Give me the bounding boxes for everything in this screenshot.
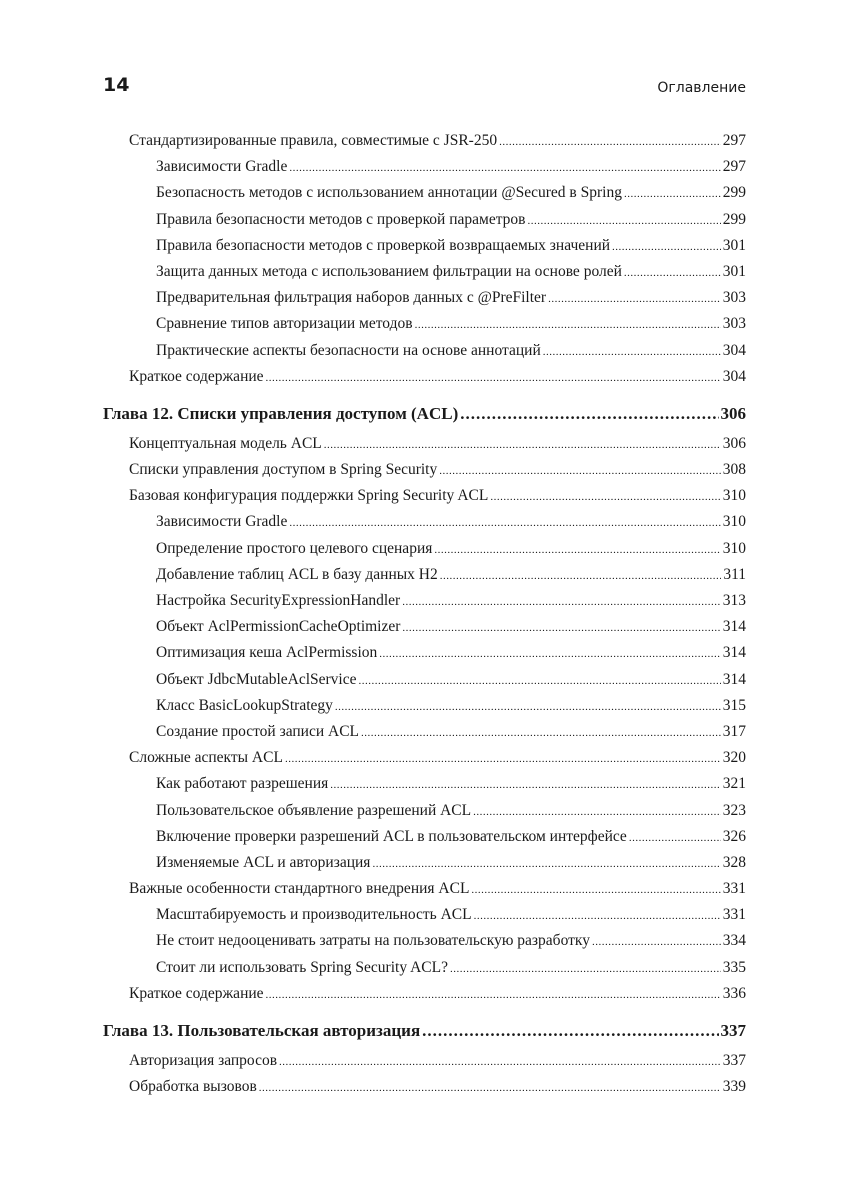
toc-entry [103, 1074, 746, 1100]
toc-entry-title: Не стоит недооценивать затраты на пользовательскую разработку [156, 932, 590, 950]
toc-entry [103, 364, 746, 390]
toc-entry [103, 536, 746, 562]
dot-leader [612, 233, 721, 260]
toc-entry-page-number: 321 [722, 775, 746, 793]
dot-leader [359, 667, 721, 694]
dot-leader [422, 1018, 718, 1044]
toc-entry-title: Масштабируемость и производительность ACL [156, 906, 472, 924]
dot-leader [324, 431, 721, 458]
toc-entry-page-number: 304 [722, 341, 746, 359]
table-of-contents [103, 128, 746, 1100]
toc-entry-title: Объект AclPermissionCacheOptimizer [156, 618, 401, 636]
toc-entry [103, 902, 746, 928]
toc-chapter-entry [103, 1018, 746, 1044]
toc-entry-title: Пользовательское объявление разрешений ACL [156, 801, 472, 819]
toc-entry-title: Базовая конфигурация поддержки Spring Security ACL [129, 487, 489, 505]
dot-leader [434, 536, 720, 563]
toc-entry-page-number: 314 [722, 644, 746, 662]
dot-leader [460, 401, 718, 427]
dot-leader [379, 640, 721, 667]
toc-entry-title: Краткое содержание [129, 984, 264, 1002]
dot-leader [548, 285, 721, 312]
toc-entry-title: Сравнение типов авторизации методов [156, 315, 413, 333]
toc-chapter-entry [103, 401, 746, 427]
toc-entry [103, 562, 746, 588]
toc-entry-title: Класс BasicLookupStrategy [156, 696, 333, 714]
dot-leader [289, 509, 720, 536]
dot-leader [473, 798, 721, 825]
toc-entry-title: Обработка вызовов [129, 1078, 257, 1096]
dot-leader [490, 483, 720, 510]
toc-entry [103, 128, 746, 154]
toc-entry [103, 981, 746, 1007]
toc-entry-page-number: 314 [722, 618, 746, 636]
dot-leader [259, 1074, 721, 1101]
dot-leader [361, 719, 721, 746]
dot-leader [543, 338, 721, 365]
toc-entry-title: Изменяемые ACL и авторизация [156, 853, 371, 871]
toc-entry [103, 850, 746, 876]
toc-entry-title: Определение простого целевого сценария [156, 539, 433, 557]
toc-entry-title: Списки управления доступом в Spring Security [129, 461, 438, 479]
toc-entry [103, 1048, 746, 1074]
dot-leader [439, 457, 721, 484]
toc-entry [103, 771, 746, 797]
toc-entry-page-number: 310 [722, 487, 746, 505]
toc-entry-page-number: 301 [722, 236, 746, 254]
toc-entry-title: Объект JdbcMutableAclService [156, 670, 357, 688]
toc-entry [103, 614, 746, 640]
toc-entry-title: Глава 12. Списки управления доступом (ACL) [103, 403, 459, 423]
toc-entry-page-number: 297 [722, 132, 746, 149]
toc-entry [103, 667, 746, 693]
toc-entry-page-number: 334 [722, 932, 746, 950]
toc-entry-title: Стандартизированные правила, совместимые с JSR-250 [129, 132, 498, 149]
toc-entry-page-number: 306 [720, 403, 746, 423]
dot-leader [528, 207, 721, 234]
toc-entry-page-number: 297 [722, 158, 746, 176]
toc-entry-title: Важные особенности стандартного внедрения ACL [129, 880, 470, 898]
dot-leader [330, 771, 720, 798]
page-number: 14 [103, 74, 130, 96]
dot-leader [279, 1048, 721, 1075]
toc-entry [103, 285, 746, 311]
toc-entry-title: Правила безопасности методов с проверкой параметров [156, 210, 526, 228]
toc-entry-page-number: 314 [722, 670, 746, 688]
toc-entry-page-number: 326 [722, 827, 746, 845]
dot-leader [474, 902, 721, 929]
toc-entry [103, 588, 746, 614]
toc-entry-page-number: 299 [722, 184, 746, 202]
dot-leader [335, 693, 721, 720]
toc-entry-title: Сложные аспекты ACL [129, 749, 283, 767]
dot-leader [266, 981, 721, 1008]
toc-entry [103, 180, 746, 206]
toc-entry-page-number: 304 [722, 367, 746, 385]
toc-entry-title: Создание простой записи ACL [156, 722, 360, 740]
dot-leader [289, 154, 720, 181]
toc-entry [103, 483, 746, 509]
toc-entry-page-number: 323 [722, 801, 746, 819]
dot-leader [440, 562, 722, 589]
toc-entry-title: Правила безопасности методов с проверкой возвращаемых значений [156, 236, 611, 254]
toc-entry-page-number: 306 [722, 434, 746, 452]
toc-entry-page-number: 328 [722, 853, 746, 871]
toc-entry-title: Практические аспекты безопасности на основе аннотаций [156, 341, 541, 359]
dot-leader [402, 614, 720, 641]
toc-entry [103, 719, 746, 745]
dot-leader [266, 364, 721, 391]
toc-entry-title: Краткое содержание [129, 367, 264, 385]
toc-entry-page-number: 310 [722, 539, 746, 557]
toc-entry-page-number: 310 [722, 513, 746, 531]
toc-entry [103, 233, 746, 259]
running-header: Оглавление [657, 80, 746, 96]
dot-leader [624, 259, 721, 286]
toc-entry-title: Включение проверки разрешений ACL в пользовательском интерфейсе [156, 827, 627, 845]
toc-entry-page-number: 331 [722, 906, 746, 924]
toc-entry [103, 509, 746, 535]
toc-entry-title: Глава 13. Пользовательская авторизация [103, 1021, 421, 1040]
toc-entry [103, 431, 746, 457]
toc-entry-page-number: 299 [722, 210, 746, 228]
toc-entry [103, 154, 746, 180]
toc-entry [103, 311, 746, 337]
toc-entry [103, 745, 746, 771]
toc-entry [103, 457, 746, 483]
toc-entry-title: Зависимости Gradle [156, 158, 288, 176]
toc-entry-title: Авторизация запросов [129, 1052, 278, 1069]
toc-entry-title: Защита данных метода с использованием фильтрации на основе ролей [156, 262, 622, 280]
dot-leader [499, 128, 721, 155]
toc-entry [103, 824, 746, 850]
toc-entry-page-number: 311 [723, 565, 746, 583]
toc-entry-page-number: 337 [720, 1021, 746, 1040]
toc-entry-page-number: 301 [722, 262, 746, 280]
toc-entry [103, 876, 746, 902]
dot-leader [285, 745, 721, 772]
toc-entry [103, 338, 746, 364]
toc-entry-page-number: 313 [722, 592, 746, 609]
toc-entry-title: Добавление таблиц ACL в базу данных H2 [156, 565, 438, 583]
dot-leader [592, 928, 721, 955]
dot-leader [471, 876, 720, 903]
dot-leader [624, 180, 721, 207]
dot-leader [402, 588, 721, 615]
toc-entry [103, 955, 746, 981]
toc-entry-page-number: 335 [722, 958, 746, 976]
dot-leader [450, 955, 721, 982]
toc-entry-title: Предварительная фильтрация наборов данных с @PreFilter [156, 289, 547, 307]
toc-entry-title: Оптимизация кеша AclPermission [156, 644, 378, 662]
toc-entry-page-number: 320 [722, 749, 746, 767]
toc-entry-title: Безопасность методов с использованием аннотации @Secured в Spring [156, 184, 622, 202]
toc-entry-title: Как работают разрешения [156, 775, 329, 793]
toc-entry-page-number: 308 [722, 461, 746, 479]
dot-leader [629, 824, 721, 851]
toc-entry-page-number: 315 [722, 696, 746, 714]
toc-entry-page-number: 303 [722, 315, 746, 333]
toc-entry [103, 259, 746, 285]
dot-leader [372, 850, 720, 877]
toc-entry-page-number: 337 [722, 1052, 746, 1069]
toc-entry [103, 640, 746, 666]
toc-entry-page-number: 336 [722, 984, 746, 1002]
toc-entry [103, 798, 746, 824]
toc-entry-page-number: 303 [722, 289, 746, 307]
toc-entry [103, 928, 746, 954]
toc-entry-title: Настройка SecurityExpressionHandler [156, 592, 401, 609]
dot-leader [415, 311, 721, 338]
toc-entry-page-number: 339 [722, 1078, 746, 1096]
toc-entry-title: Концептуальная модель ACL [129, 434, 322, 452]
toc-entry-page-number: 331 [722, 880, 746, 898]
toc-entry-page-number: 317 [722, 722, 746, 740]
toc-entry-title: Зависимости Gradle [156, 513, 288, 531]
toc-entry [103, 207, 746, 233]
toc-entry [103, 693, 746, 719]
toc-entry-title: Стоит ли использовать Spring Security ACL? [156, 958, 448, 976]
